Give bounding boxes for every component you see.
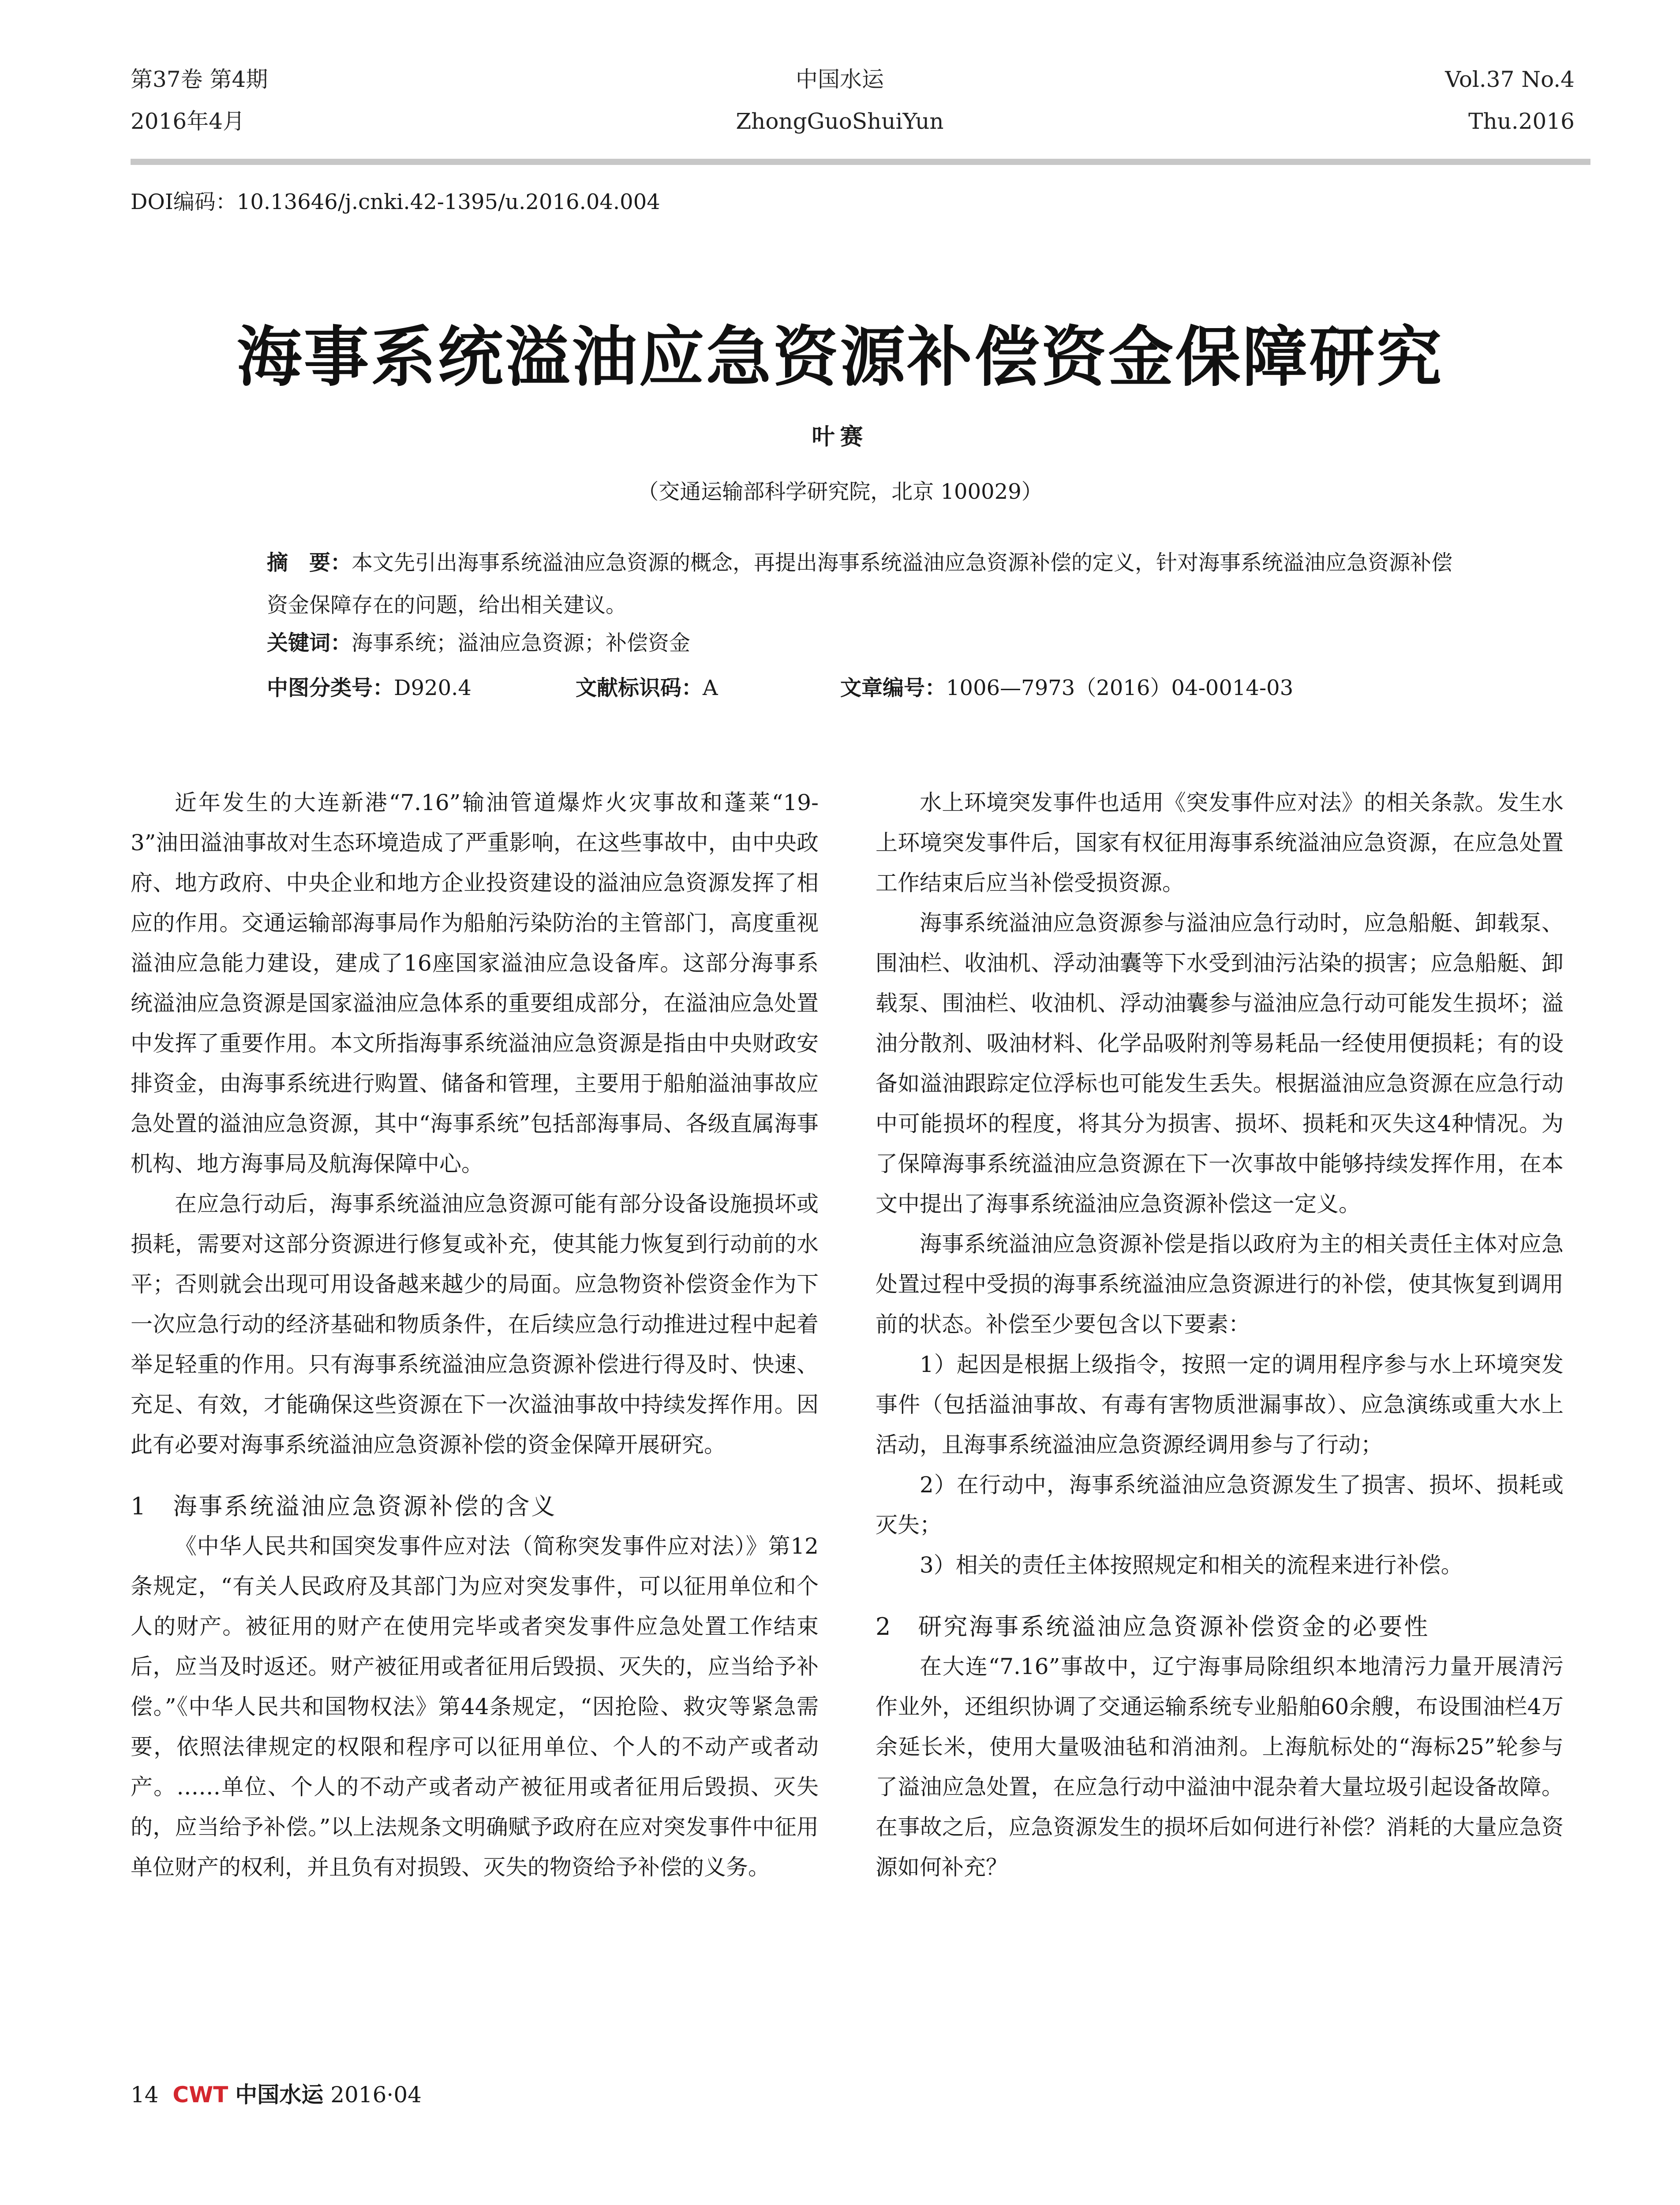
article-value: 1006—7973（2016）04-0014-03 — [946, 676, 1294, 700]
paragraph: 在大连“7.16”事故中，辽宁海事局除组织本地清污力量开展清污作业外，还组织协调了交通运输系统专业船舶60余艘，布设围油栏4万余延长米，使用大量吸油毡和消油剂。上海航标处的“海标25”轮参与了溢油应急处置，在应急行动中溢油中混杂着大量垃圾引起设备故障。在事故之后，应急资源发生的损坏后如何进行补偿？消耗的大量应急资源如何补充？ — [876, 1654, 1564, 1880]
header-date: 2016年4月 — [131, 108, 245, 134]
doc-label: 文献标识码： — [576, 676, 703, 700]
article-number — [840, 675, 1293, 701]
page-number: 14 — [131, 2082, 159, 2108]
paragraph: 《中华人民共和国突发事件应对法（简称突发事件应对法）》第12条规定，“有关人民政府及其部门为应对突发事件，可以征用单位和个人的财产。被征用的财产在使用完毕或者突发事件应急处置工作结束后，应当及时返还。财产被征用或者征用后毁损、灭失的，应当给予补偿。”《中华人民共和国物权法》第44条规定，“因抢险、救灾等紧急需要，依照法律规定的权限和程序可以征用单位、个人的不动产或者动产。……单位、个人的不动产或者动产被征用或者征用后毁损、灭失的，应当给予补偿。”以上法规条文明确赋予政府在应对突发事件中征用单位财产的权利，并且负有对损毁、灭失的物资给予补偿的义务。 — [131, 1533, 819, 1880]
paragraph: 近年发生的大连新港“7.16”输油管道爆炸火灾事故和蓬莱“19-3”油田溢油事故对生态环境造成了严重影响，在这些事故中，由中央政府、地方政府、中央企业和地方企业投资建设的溢油应急资源发挥了相应的作用。交通运输部海事局作为船舶污染防治的主管部门，高度重视溢油应急能力建设，建成了16座国家溢油应急设备库。这部分海事系统溢油应急资源是国家溢油应急体系的重要组成部分，在溢油应急处置中发挥了重要作用。本文所指海事系统溢油应急资源是指由中央财政安排资金，由海事系统进行购置、储备和管理，主要用于船舶溢油事故应急处置的溢油应急资源，其中“海事系统”包括部海事局、各级直属海事机构、地方海事局及航海保障中心。 — [131, 790, 819, 1177]
issue: 2016·04 — [330, 2082, 422, 2108]
header-journal: 中国水运 — [796, 67, 884, 92]
list-item: 3）相关的责任主体按照规定和相关的流程来进行补偿。 — [920, 1552, 1463, 1578]
section-heading: 1 海事系统溢油应急资源补偿的含义 — [131, 1492, 557, 1520]
header-volume: 第37卷 第4期 — [131, 67, 268, 92]
list-item: 1）起因是根据上级指令，按照一定的调用程序参与水上环境突发事件（包括溢油事故、有毒有害物质泄漏事故）、应急演练或重大水上活动，且海事系统溢油应急资源经调用参与了行动； — [876, 1352, 1564, 1458]
affiliation: （交通运输部科学研究院，北京 100029） — [637, 479, 1043, 504]
list-item: 2）在行动中，海事系统溢油应急资源发生了损害、损坏、损耗或灭失； — [876, 1472, 1564, 1538]
paragraph: 海事系统溢油应急资源参与溢油应急行动时，应急船艇、卸载泵、围油栏、收油机、浮动油囊等下水受到油污沾染的损害；应急船艇、卸载泵、围油栏、收油机、浮动油囊参与溢油应急行动可能发生损坏；溢油分散剂、吸油材料、化学品吸附剂等易耗品一经使用便损耗；有的设备如溢油跟踪定位浮标也可能发生丢失。根据溢油应急资源在应急行动中可能损坏的程度，将其分为损害、损坏、损耗和灭失这4种情况。为了保障海事系统溢油应急资源在下一次事故中能够持续发挥作用，在本文中提出了海事系统溢油应急资源补偿这一定义。 — [876, 910, 1564, 1217]
abstract-text: 本文先引出海事系统溢油应急资源的概念，再提出海事系统溢油应急资源补偿的定义，针对海事系统溢油应急资源补偿资金保障存在的问题，给出相关建议。 — [267, 550, 1453, 617]
section-heading: 2 研究海事系统溢油应急资源补偿资金的必要性 — [876, 1613, 1430, 1641]
brand-logo: CWT — [172, 2082, 228, 2108]
magazine-name: 中国水运 — [235, 2082, 324, 2108]
header-journal-pinyin: ZhongGuoShuiYun — [736, 108, 944, 134]
doi: DOI编码：10.13646/j.cnki.42-1395/u.2016.04.004 — [131, 190, 660, 214]
keywords-label: 关键词： — [267, 631, 352, 655]
doc-value: A — [703, 676, 718, 700]
keywords — [267, 630, 690, 656]
paragraph: 海事系统溢油应急资源补偿是指以政府为主的相关责任主体对应急处置过程中受损的海事系统溢油应急资源进行的补偿，使其恢复到调用前的状态。补偿至少要包含以下要素： — [876, 1231, 1564, 1337]
body-column-right — [876, 783, 1564, 1887]
page-footer — [131, 2082, 422, 2108]
clc-number — [267, 675, 471, 701]
header-date-en: Thu.2016 — [1468, 108, 1575, 134]
body-column-left — [131, 783, 819, 1887]
author: 叶赛 — [812, 424, 868, 450]
article-label: 文章编号： — [840, 676, 947, 700]
paragraph: 水上环境突发事件也适用《突发事件应对法》的相关条款。发生水上环境突发事件后，国家有权征用海事系统溢油应急资源，在应急处置工作结束后应当补偿受损资源。 — [876, 790, 1564, 896]
keywords-text: 海事系统；溢油应急资源；补偿资金 — [352, 631, 691, 655]
doc-code — [576, 675, 718, 701]
abstract — [267, 542, 1462, 626]
header-volume-en: Vol.37 No.4 — [1445, 67, 1575, 92]
clc-value: D920.4 — [394, 676, 471, 700]
paper-title: 海事系统溢油应急资源补偿资金保障研究 — [236, 319, 1444, 395]
header-rule — [131, 159, 1590, 165]
abstract-label: 摘 要： — [267, 550, 352, 575]
paragraph: 在应急行动后，海事系统溢油应急资源可能有部分设备设施损坏或损耗，需要对这部分资源进行修复或补充，使其能力恢复到行动前的水平；否则就会出现可用设备越来越少的局面。应急物资补偿资金作为下一次应急行动的经济基础和物质条件，在后续应急行动推进过程中起着举足轻重的作用。只有海事系统溢油应急资源补偿进行得及时、快速、充足、有效，才能确保这些资源在下一次溢油事故中持续发挥作用。因此有必要对海事系统溢油应急资源补偿的资金保障开展研究。 — [131, 1191, 819, 1458]
clc-label: 中图分类号： — [267, 676, 394, 700]
